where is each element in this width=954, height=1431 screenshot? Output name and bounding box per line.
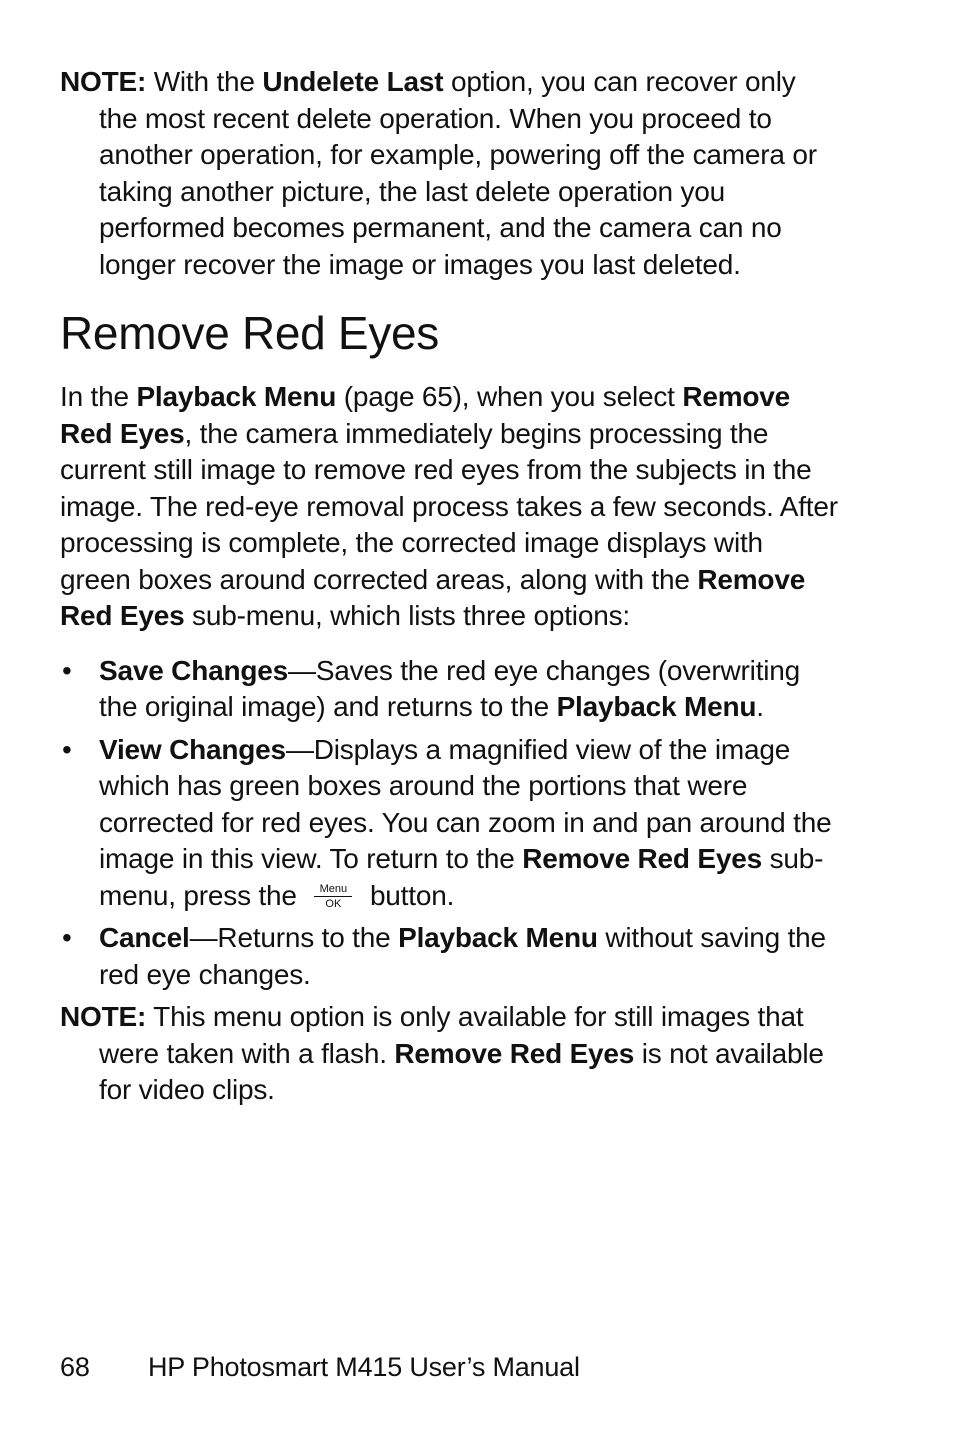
list-item-save-changes xyxy=(60,653,840,726)
note-flash-only xyxy=(60,999,840,1109)
option-bold-term: Playback Menu xyxy=(398,922,598,953)
intro-bold-term: Remove Red Eyes xyxy=(60,381,791,449)
option-text: button. xyxy=(362,879,455,911)
section-heading: Remove Red Eyes xyxy=(60,307,439,359)
menu-ok-button-icon xyxy=(310,881,356,913)
manual-title: HP Photosmart M415 User’s Manual xyxy=(148,1352,580,1382)
intro-text: sub-menu, which lists three options: xyxy=(184,600,630,631)
intro-text: , the camera immediately begins processing the current still image to remove red eyes from the subjects in the image. The red-eye removal process takes a few seconds. After processing is complete, the corrected image displays with green boxes around corrected areas, along with the xyxy=(60,417,838,595)
intro-text: (page 65), when you select xyxy=(336,381,683,412)
note-label: NOTE: xyxy=(60,1001,147,1032)
intro-bold-term: Playback Menu xyxy=(136,381,337,412)
note-bold-term: Undelete Last xyxy=(262,66,444,97)
option-text: —Displays a magnified view of the image which has green boxes around the portions that were corrected for red eyes. You can zoom in and pan around the image in this view. To return to the xyxy=(99,733,832,874)
page-footer xyxy=(60,1350,580,1384)
option-bold-term: Playback Menu xyxy=(556,691,757,722)
note-label: NOTE: xyxy=(60,66,147,97)
bullet-icon: • xyxy=(62,654,72,686)
option-text: sub-menu, press the xyxy=(99,843,824,911)
menu-ok-icon-top-label: Menu xyxy=(319,883,348,896)
option-bold-term: Remove Red Eyes xyxy=(522,843,762,874)
intro-text: In the xyxy=(60,381,137,412)
list-item-cancel xyxy=(60,920,840,993)
note-bold-term: Remove Red Eyes xyxy=(394,1037,635,1069)
note-text: option, you can recover only the most recent delete operation. When you proceed to another operation, for example, powering off the camera or taking another picture, the last delete operation you performed becomes permanent, and the camera can no longer recover the image or images you last deleted. xyxy=(99,66,817,280)
bullet-icon: • xyxy=(62,733,72,765)
note-undelete-last xyxy=(60,64,840,283)
page-content xyxy=(60,64,840,1109)
note-text: With the xyxy=(146,66,263,97)
option-name: Cancel xyxy=(99,922,190,953)
option-name: View Changes xyxy=(99,733,286,765)
option-text: . xyxy=(756,691,764,722)
intro-bold-term: Remove Red Eyes xyxy=(60,563,806,631)
menu-ok-icon-divider xyxy=(314,896,352,897)
options-list xyxy=(60,653,840,994)
page-number: 68 xyxy=(60,1352,90,1382)
note-text: This menu option is only available for still images that were taken with a flash. xyxy=(99,1001,804,1069)
option-text: —Returns to the xyxy=(189,922,399,953)
option-name: Save Changes xyxy=(99,654,289,686)
bullet-icon: • xyxy=(62,922,72,953)
option-text: —Saves the red eye changes (overwriting the original image) and returns to the xyxy=(99,654,801,722)
intro-paragraph xyxy=(60,379,840,635)
note-text: is not available for video clips. xyxy=(99,1037,824,1105)
option-text: without saving the red eye changes. xyxy=(99,922,826,990)
menu-ok-icon-bottom-label: OK xyxy=(325,898,342,911)
list-item-view-changes xyxy=(60,732,840,915)
